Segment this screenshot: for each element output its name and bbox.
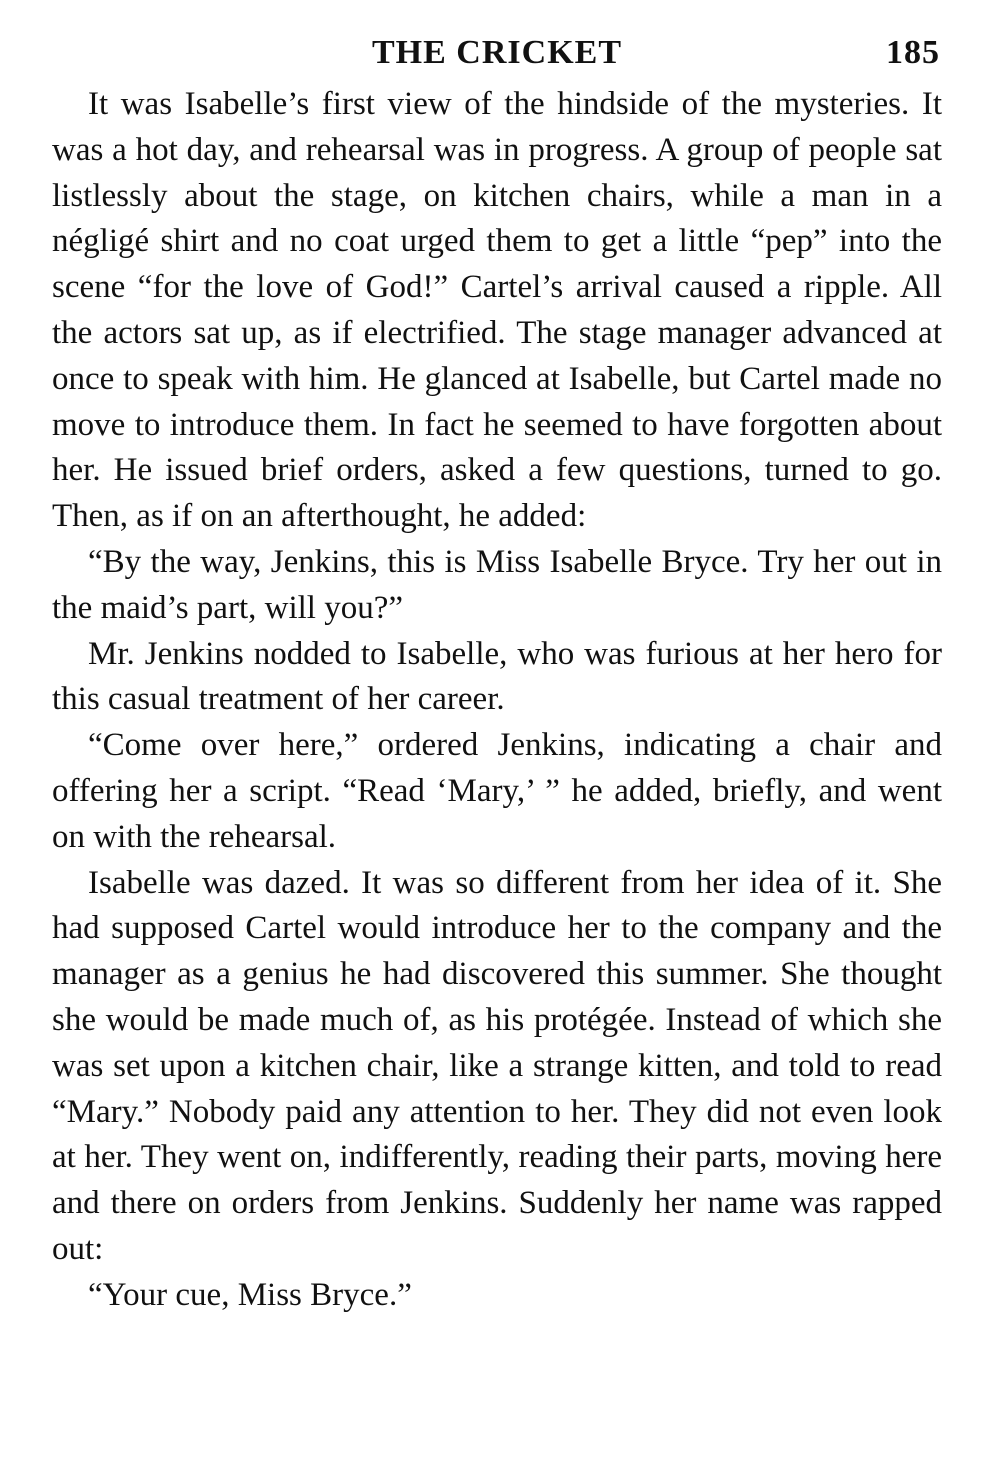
book-page	[52, 26, 942, 1319]
page-number: 185	[886, 34, 940, 71]
paragraph: Isabelle was dazed. It was so different from her idea of it. She had supposed Cartel would introduce her to the company and the manager as a genius he had discovered this summer. She thought she would be made much of, as his protégée. Instead of which she was set upon a kitchen chair, like a strange kitten, and told to read “Mary.” Nobody paid any attention to her. They did not even look at her. They went on, indifferently, reading their parts, moving here and there on orders from Jenkins. Suddenly her name was rapped out:	[52, 864, 942, 1267]
running-head	[52, 26, 942, 82]
body-text	[52, 82, 942, 1319]
paragraph: Mr. Jenkins nodded to Isabelle, who was furious at her hero for this casual treatment of her career.	[52, 635, 942, 718]
paragraph: “Come over here,” ordered Jenkins, indicating a chair and offering her a script. “Read ‘Mary,’ ” he added, briefly, and went on with the rehearsal.	[52, 727, 942, 855]
paragraph: It was Isabelle’s first view of the hindside of the mysteries. It was a hot day, and rehearsal was in progress. A group of people sat listlessly about the stage, on kitchen chairs, while a man in a négligé shirt and no coat urged them to get a little “pep” into the scene “for the love of God!” Cartel’s arrival caused a ripple. All the actors sat up, as if electrified. The stage manager advanced at once to speak with him. He glanced at Isabelle, but Cartel made no move to introduce them. In fact he seemed to have forgotten about her. He issued brief orders, asked a few questions, turned to go. Then, as if on an afterthought, he added:	[52, 86, 942, 535]
paragraph: “Your cue, Miss Bryce.”	[88, 1276, 412, 1313]
running-title: THE CRICKET	[372, 34, 622, 71]
paragraph: “By the way, Jenkins, this is Miss Isabelle Bryce. Try her out in the maid’s part, will you?”	[52, 543, 942, 626]
